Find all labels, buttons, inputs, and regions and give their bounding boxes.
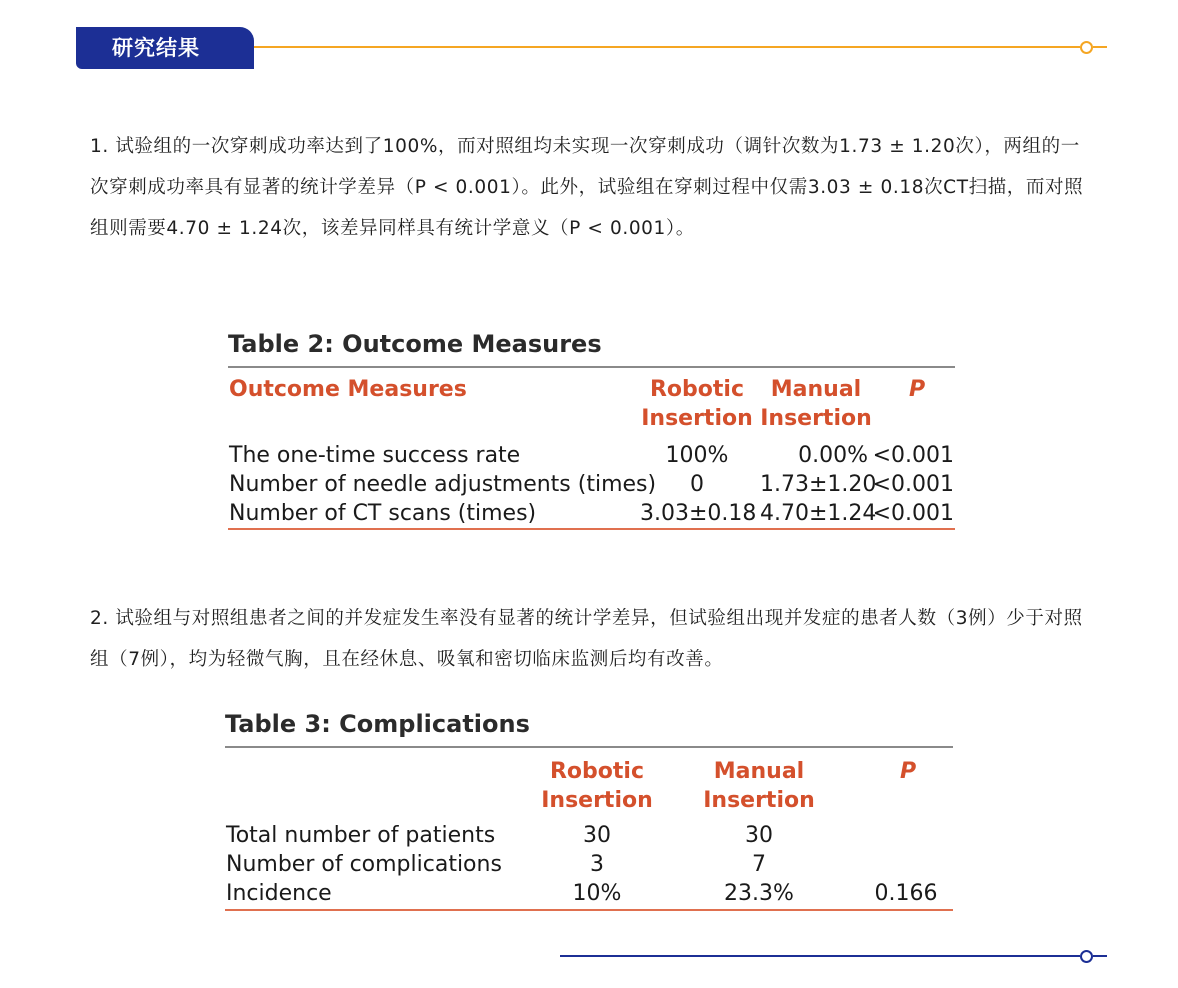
footer-divider-tail [1093,955,1107,957]
table-bottom-rule [228,528,955,530]
manual-value: 23.3% [724,881,794,906]
header-divider-tail [1093,46,1107,48]
manual-value: 0.00% [798,443,868,468]
table-title: Table 2: Outcome Measures [228,330,602,358]
robotic-value: 30 [583,823,611,848]
table-title: Table 3: Complications [225,710,530,738]
p-value: <0.001 [872,443,954,468]
table-top-rule [225,746,953,748]
result-paragraph-1: 1. 试验组的一次穿刺成功率达到了100%，而对照组均未实现一次穿刺成功（调针次数为1.73 ± 1.20次），两组的一次穿刺成功率具有显著的统计学差异（P < 0.001）。此外，试验组在穿刺过程中仅需3.03 ± 0.18次CT扫描，而对照组则需要4.70 ± 1.24次，该差异同样具有统计学意义（P < 0.001）。 [90,136,1084,239]
column-header-robotic: Robotic Insertion [641,377,753,431]
robotic-value: 3 [590,852,604,877]
robotic-value: 0 [690,472,704,497]
column-header-manual: Manual Insertion [703,759,815,813]
result-paragraph-2: 2. 试验组与对照组患者之间的并发症发生率没有显著的统计学差异，但试验组出现并发症的患者人数（3例）少于对照组（7例），均为轻微气胸，且在经休息、吸氧和密切临床监测后均有改善。 [90,608,1083,670]
column-header-p: P [908,377,926,402]
row-label: Number of needle adjustments (times) [229,472,657,497]
column-header-robotic: Robotic Insertion [541,759,653,813]
row-label: Total number of patients [226,823,496,848]
manual-value: 1.73±1.20 [760,472,877,497]
table-bottom-rule [225,909,953,911]
manual-value: 30 [745,823,773,848]
row-label: Number of CT scans (times) [229,501,537,526]
manual-value: 7 [752,852,766,877]
column-header-manual: Manual Insertion [760,377,872,431]
p-value: <0.001 [872,472,954,497]
robotic-value: 3.03±0.18 [640,501,757,526]
robotic-value: 100% [665,443,729,468]
row-label: Incidence [226,881,332,906]
row-label: The one-time success rate [229,443,521,468]
footer-divider-circle-icon [1080,950,1093,963]
column-header-p: P [899,759,917,784]
column-header-measure: Outcome Measures [229,377,467,402]
manual-value: 4.70±1.24 [760,501,877,526]
p-value: <0.001 [872,501,954,526]
footer-divider [560,955,1080,957]
section-title: 研究结果 [76,27,254,69]
header-divider [254,46,1080,48]
row-label: Number of complications [226,852,502,877]
header-divider-circle-icon [1080,41,1093,54]
p-value: 0.166 [874,881,938,906]
robotic-value: 10% [572,881,622,906]
table-top-rule [228,366,955,368]
